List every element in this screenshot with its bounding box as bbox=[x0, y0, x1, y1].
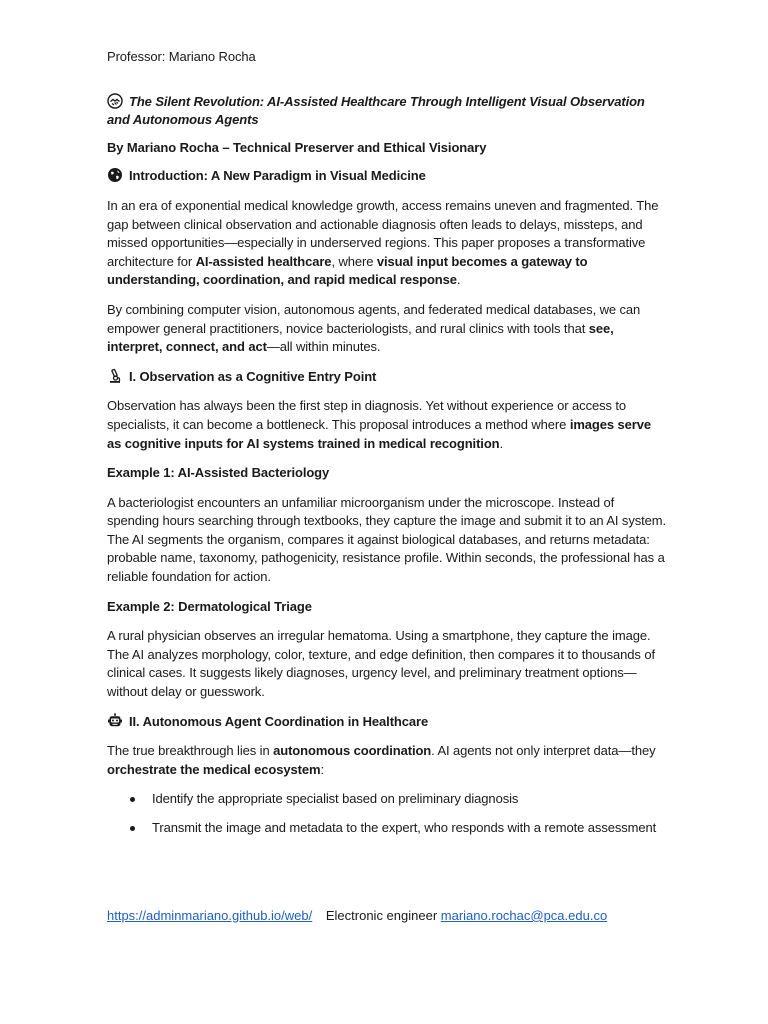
author-role: Electronic engineer bbox=[325, 908, 438, 923]
example-2-paragraph: A rural physician observes an irregular hematoma. Using a smartphone, they capture the image. The AI analyzes morphology, color, texture, and edge definition, then compares it to thousands of clinical cases. It suggests likely diagnoses, urgency level, and preliminary treatment options—without delay or guesswork. bbox=[107, 628, 655, 700]
intro-heading-text: Introduction: A New Paradigm in Visual Medicine bbox=[129, 168, 426, 184]
intro-p1-bold-1: AI-assisted healthcare bbox=[195, 253, 332, 269]
handshake-emoji-icon bbox=[107, 93, 123, 109]
email-link[interactable]: mariano.rochac@pca.edu.co bbox=[440, 908, 608, 923]
list-item bbox=[107, 819, 667, 838]
intro-p2-bold-1: see, interpret, connect, and act bbox=[107, 320, 614, 355]
microscope-icon bbox=[107, 368, 123, 384]
byline: By Mariano Rocha – Technical Preserver and Ethical Visionary bbox=[107, 139, 487, 155]
intro-p2-text-2: —all within minutes. bbox=[266, 339, 381, 355]
intro-paragraph-1 bbox=[107, 197, 667, 290]
list-item bbox=[107, 790, 667, 809]
section-2-text-1: The true breakthrough lies in bbox=[107, 743, 274, 759]
intro-p1-bold-2: visual input becomes a gateway to understanding, coordination, and rapid medical response bbox=[107, 253, 588, 288]
page-footer bbox=[107, 907, 607, 925]
intro-p1-text-1: In an era of exponential medical knowledge growth, access remains uneven and fragmented. The gap between clinical observation and actionable diagnosis often leads to delays, missteps, and missed opportunities—especially in underserved regions. This paper proposes a transformative architecture for bbox=[107, 197, 659, 269]
section-2-heading bbox=[107, 713, 667, 732]
document-title-text: The Silent Revolution: AI-Assisted Healthcare Through Intelligent Visual Observation and Autonomous Agents bbox=[107, 93, 645, 128]
section-2-bold-1: autonomous coordination bbox=[273, 743, 432, 759]
list-item-text: Identify the appropriate specialist based on preliminary diagnosis bbox=[152, 791, 519, 807]
section-1-text-1: Observation has always been the first step in diagnosis. Yet without experience or access to specialists, it can become a bottleneck. This proposal introduces a method where bbox=[107, 398, 627, 432]
bullet-dot bbox=[130, 797, 135, 802]
robot-icon bbox=[107, 713, 123, 729]
example-1-heading: Example 1: AI-Assisted Bacteriology bbox=[107, 465, 330, 481]
section-2-heading-text: II. Autonomous Agent Coordination in Healthcare bbox=[129, 713, 429, 729]
intro-p1-text-2: , where bbox=[331, 253, 377, 269]
professor-header: Professor: Mariano Rocha bbox=[107, 49, 256, 64]
section-1-heading bbox=[107, 368, 667, 387]
section-2-paragraph bbox=[107, 742, 667, 779]
section-1-paragraph bbox=[107, 397, 667, 453]
document-page bbox=[107, 48, 667, 848]
section-2-text-2: . AI agents not only interpret data—they bbox=[431, 743, 656, 759]
section-2-bold-2: orchestrate the medical ecosystem bbox=[107, 761, 321, 777]
website-link[interactable]: https://adminmariano.github.io/web/ bbox=[107, 908, 313, 923]
intro-p1-text-3: . bbox=[456, 272, 461, 288]
intro-heading bbox=[107, 167, 667, 186]
section-2-text-3: : bbox=[320, 761, 324, 777]
example-1-paragraph: A bacteriologist encounters an unfamiliar microorganism under the microscope. Instead of spending hours searching through textbooks, they capture the image and submit it to an AI system. The AI segments the organism, compares it against biological databases, and returns metadata: probable name, taxonomy, pathogenicity, resistance profile. Within seconds, the professional has a reliable foundation for action. bbox=[107, 494, 667, 585]
document-title bbox=[107, 93, 667, 130]
bullet-dot bbox=[130, 826, 135, 831]
list-item-text: Transmit the image and metadata to the expert, who responds with a remote assessment bbox=[152, 820, 657, 835]
section-1-bold-1: images serve as cognitive inputs for AI systems trained in medical recognition bbox=[107, 416, 652, 451]
intro-p2-text-1: By combining computer vision, autonomous agents, and federated medical databases, we can empower general practitioners, novice bacteriologists, and rural clinics with tools that bbox=[107, 301, 641, 336]
example-2-heading: Example 2: Dermatological Triage bbox=[107, 598, 312, 614]
globe-icon bbox=[107, 167, 123, 183]
section-1-text-2: . bbox=[499, 435, 504, 451]
coordination-bullet-list bbox=[107, 790, 667, 837]
section-1-heading-text: I. Observation as a Cognitive Entry Point bbox=[129, 368, 377, 384]
intro-paragraph-2 bbox=[107, 301, 667, 357]
